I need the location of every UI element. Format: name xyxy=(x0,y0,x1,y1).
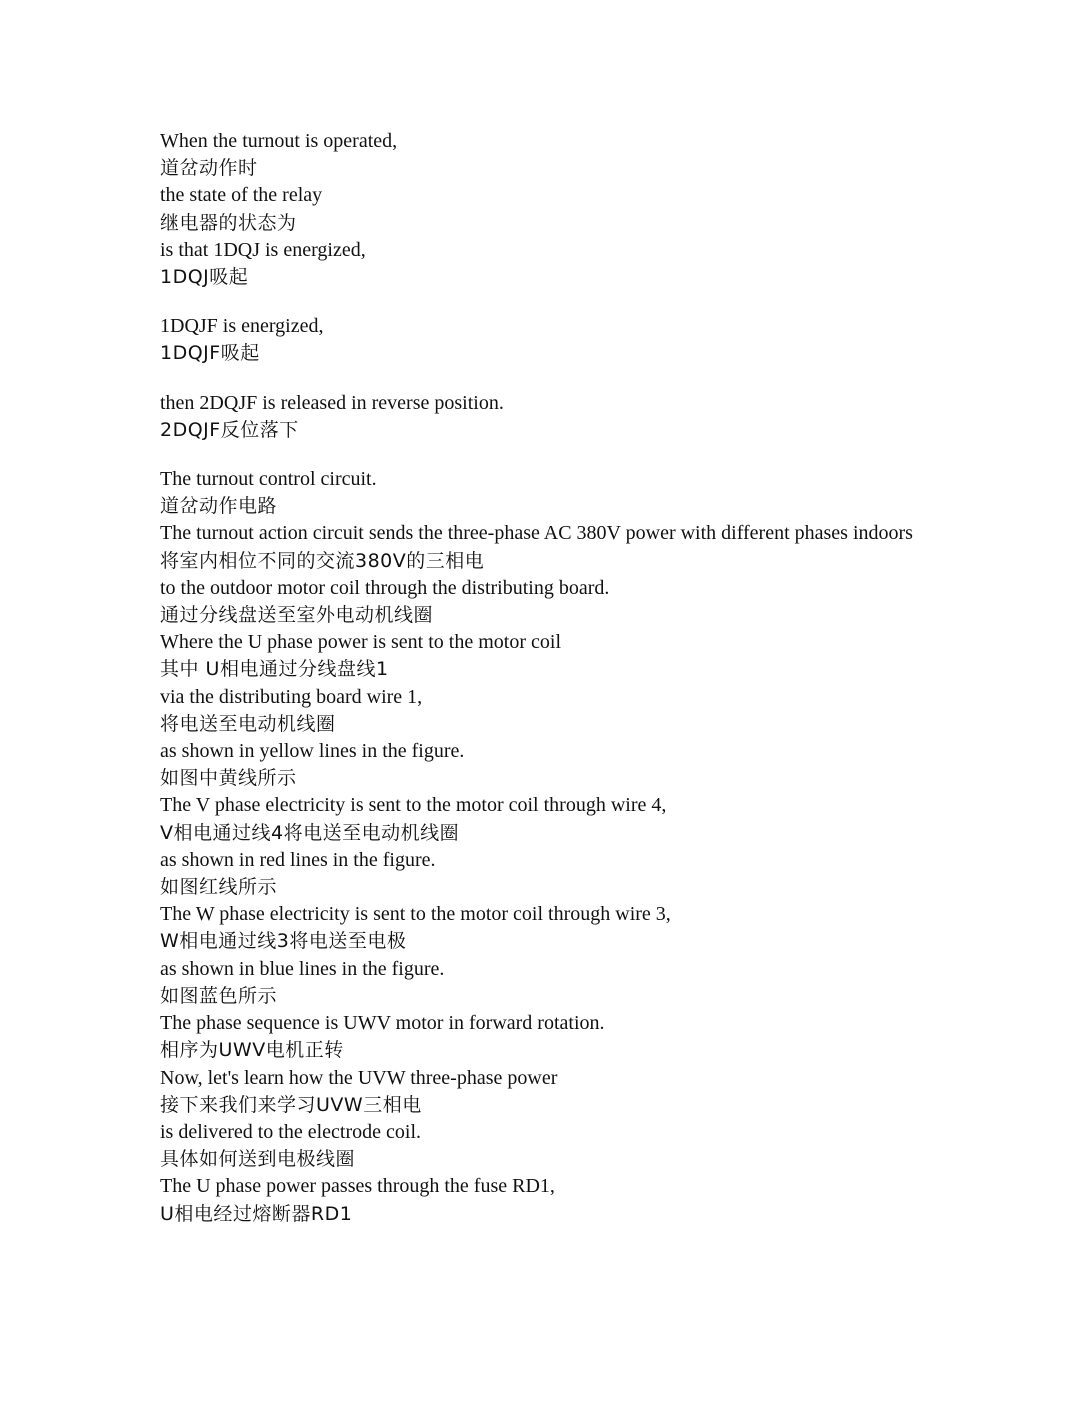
chinese-text-line: 接下来我们来学习UVW三相电 xyxy=(160,1093,422,1116)
chinese-text-line: 将电送至电动机线圈 xyxy=(160,712,336,735)
english-text-line: The turnout control circuit. xyxy=(160,468,377,491)
chinese-text-line: 道岔动作时 xyxy=(160,157,258,180)
chinese-text-line: U相电经过熔断器RD1 xyxy=(160,1202,353,1225)
english-text-line: When the turnout is operated, xyxy=(160,130,398,152)
english-text-line: The V phase electricity is sent to the motor coil through wire 4, xyxy=(160,794,667,817)
chinese-text-line: 继电器的状态为 xyxy=(160,211,297,234)
chinese-text-line: 道岔动作电路 xyxy=(160,495,278,518)
chinese-text-line: 如图中黄线所示 xyxy=(160,767,297,790)
english-text-line: as shown in red lines in the figure. xyxy=(160,848,436,871)
english-text-line: the state of the relay xyxy=(160,184,323,207)
chinese-text-line: 将室内相位不同的交流380V的三相电 xyxy=(160,549,485,572)
english-text-line: as shown in blue lines in the figure. xyxy=(160,957,445,980)
chinese-text-line: 如图蓝色所示 xyxy=(160,984,278,1007)
english-text-line: The turnout action circuit sends the three-phase AC 380V power with different phases indoors xyxy=(160,522,913,545)
english-text-line: Now, let's learn how the UVW three-phase power xyxy=(160,1066,558,1089)
chinese-text-line: 1DQJ吸起 xyxy=(160,266,249,289)
paragraph-gap xyxy=(160,444,920,466)
english-text-line: is delivered to the electrode coil. xyxy=(160,1120,422,1143)
english-text-line: to the outdoor motor coil through the distributing board. xyxy=(160,576,610,599)
chinese-text-line: 通过分线盘送至室外电动机线圈 xyxy=(160,604,434,627)
chinese-text-line: 具体如何送到电极线圈 xyxy=(160,1148,356,1171)
chinese-text-line: 其中 U相电通过分线盘线1 xyxy=(160,658,389,681)
paragraph-gap xyxy=(160,291,920,313)
chinese-text-line: W相电通过线3将电送至电极 xyxy=(160,930,407,953)
chinese-text-line: V相电通过线4将电送至电动机线圈 xyxy=(160,821,460,844)
chinese-text-line: 相序为UWV电机正转 xyxy=(160,1039,344,1062)
chinese-text-line: 1DQJF吸起 xyxy=(160,342,260,365)
chinese-text-line: 2DQJF反位落下 xyxy=(160,418,299,441)
english-text-line: 1DQJF is energized, xyxy=(160,315,324,338)
english-text-line: then 2DQJF is released in reverse position. xyxy=(160,391,504,414)
english-text-line: The U phase power passes through the fuse RD1, xyxy=(160,1175,555,1198)
english-text-line: is that 1DQJ is energized, xyxy=(160,238,366,261)
english-text-line: as shown in yellow lines in the figure. xyxy=(160,740,465,763)
english-text-line: via the distributing board wire 1, xyxy=(160,685,423,708)
paragraph-gap xyxy=(160,368,920,390)
english-text-line: Where the U phase power is sent to the motor coil xyxy=(160,631,561,654)
english-text-line: The phase sequence is UWV motor in forward rotation. xyxy=(160,1012,605,1035)
document-body xyxy=(160,128,920,1228)
chinese-text-line: 如图红线所示 xyxy=(160,876,278,899)
english-text-line: The W phase electricity is sent to the motor coil through wire 3, xyxy=(160,903,671,926)
